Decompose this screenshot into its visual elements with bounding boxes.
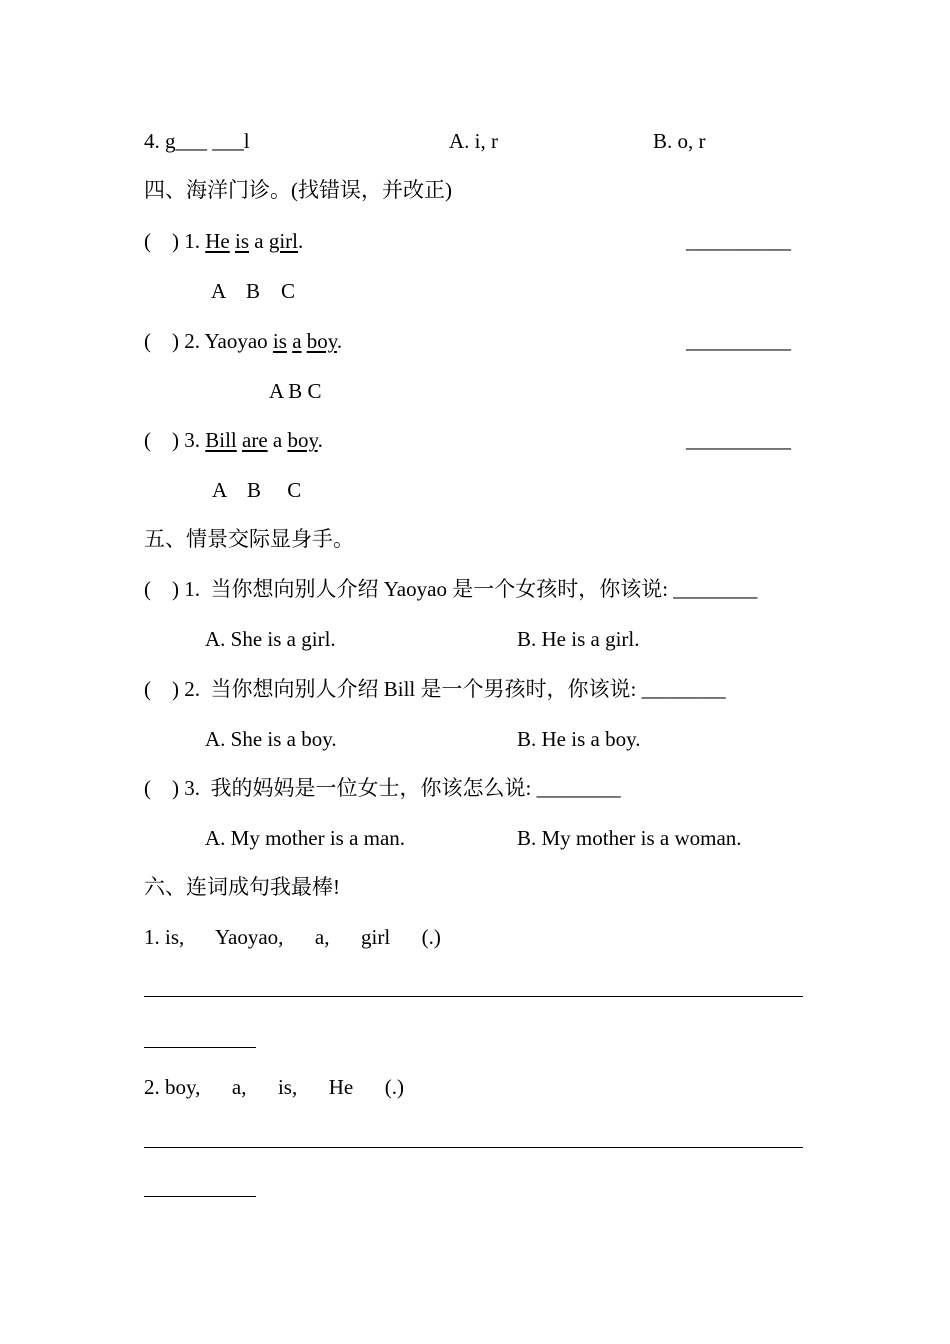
- s4-item2-sentence: [144, 328, 342, 354]
- s5-item1-option-a: A. She is a girl.: [205, 627, 336, 651]
- s4-item1-sentence: [144, 228, 303, 254]
- s5-item3-question: ( ) 3. 我的妈妈是一位女士，你该怎么说: ________: [144, 776, 621, 800]
- s4-item3-word-c: boy: [287, 428, 318, 452]
- s6-item2-words: 2. boy, a, is, He (.): [144, 1075, 404, 1099]
- section6-title: 六、连词成句我最棒!: [144, 875, 340, 899]
- s4-item2-word-b: a: [292, 329, 302, 353]
- s5-item3-option-b: B. My mother is a woman.: [517, 826, 742, 850]
- q4-option-b: B. o, r: [653, 129, 706, 153]
- s4-item1-mid: a: [249, 229, 269, 253]
- s5-item2-question: ( ) 2. 当你想向别人介绍 Bill 是一个男孩时，你该说: ________: [144, 677, 726, 701]
- s4-item3-word-a: Bill: [205, 428, 237, 452]
- s4-item3-labels: A B C: [212, 478, 302, 502]
- s4-item2-answer-line: __________: [686, 329, 791, 353]
- s4-item1-prefix: ( ) 1.: [144, 229, 206, 253]
- s4-item3-prefix: ( ) 3.: [144, 428, 206, 452]
- s4-item1-labels: A B C: [211, 279, 296, 303]
- s5-item1-option-b: B. He is a girl.: [517, 627, 640, 651]
- s4-item3-period: .: [317, 428, 323, 452]
- s4-item2-word-c: boy: [306, 329, 337, 353]
- s4-item3-sentence: [144, 427, 323, 453]
- q4-stem: 4. g___ ___l: [144, 129, 250, 153]
- section5-title: 五、情景交际显身手。: [144, 527, 354, 551]
- s4-item2-word-a: is: [272, 329, 287, 353]
- s4-item2-prefix: ( ) 2. Yaoyao: [144, 329, 273, 353]
- s4-item1-period: .: [298, 229, 304, 253]
- s6-item2-answer-rule-cont: [144, 1196, 256, 1197]
- s4-item1-answer-line: __________: [686, 229, 791, 253]
- s4-item1-word-a: He: [205, 229, 230, 253]
- s5-item2-option-a: A. She is a boy.: [205, 727, 337, 751]
- s6-item1-answer-rule: [144, 996, 803, 997]
- s4-item2-period: .: [336, 329, 343, 353]
- section4-title: 四、海洋门诊。(找错误，并改正): [144, 178, 452, 202]
- s5-item2-option-b: B. He is a boy.: [517, 727, 641, 751]
- q4-option-a: A. i, r: [449, 129, 498, 153]
- s6-item2-answer-rule: [144, 1147, 803, 1148]
- s4-item3-answer-line: __________: [686, 428, 791, 452]
- s6-item1-words: 1. is, Yaoyao, a, girl (.): [144, 925, 441, 949]
- s6-item1-answer-rule-cont: [144, 1047, 256, 1048]
- s4-item1-word-c: girl: [268, 229, 299, 253]
- s4-item2-labels: A B C: [269, 379, 322, 403]
- s5-item1-question: ( ) 1. 当你想向别人介绍 Yaoyao 是一个女孩时，你该说: ________: [144, 577, 758, 601]
- s4-item3-mid: a: [267, 428, 288, 452]
- s5-item3-option-a: A. My mother is a man.: [205, 826, 406, 850]
- s4-item1-word-b: is: [235, 229, 250, 253]
- s4-item3-word-b: are: [242, 428, 268, 452]
